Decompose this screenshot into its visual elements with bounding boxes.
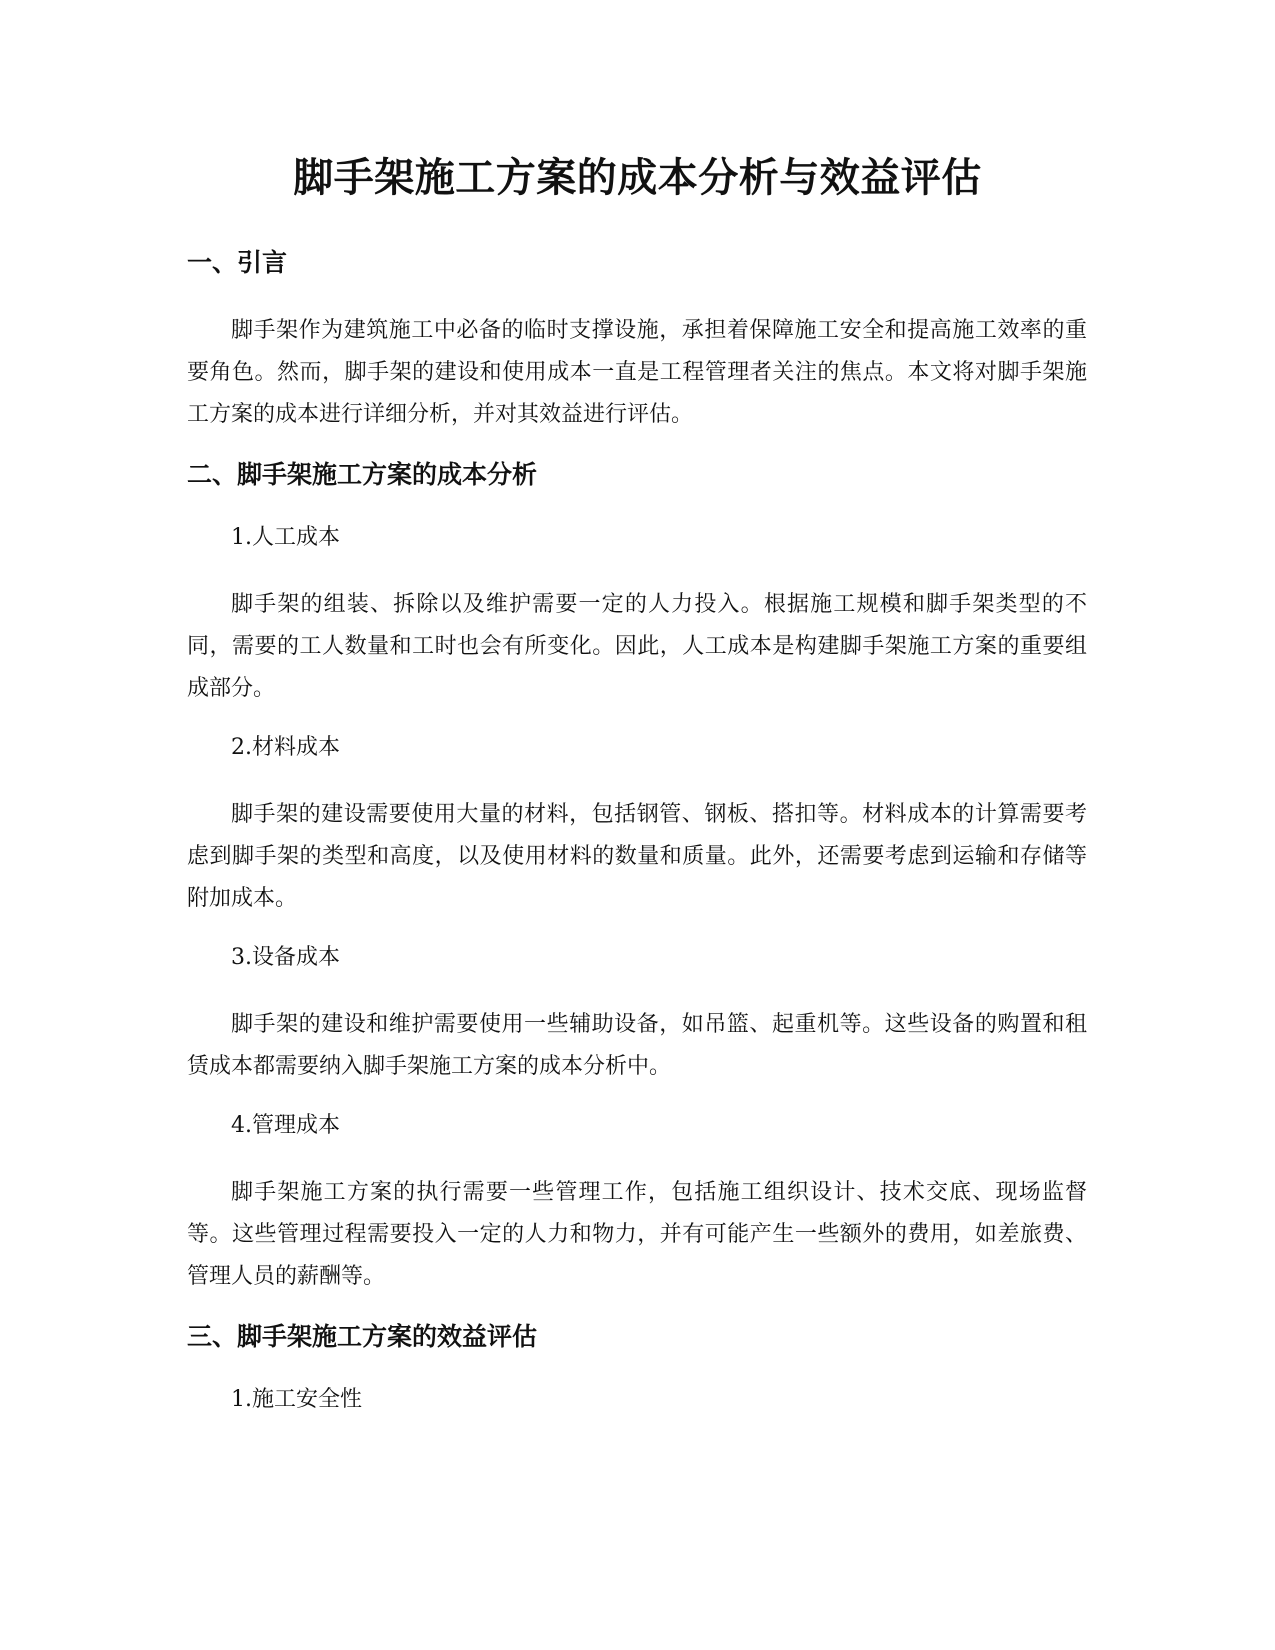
- document-body: [187, 246, 1087, 1446]
- item-label-construction-safety: 1.施工安全性: [231, 1387, 362, 1412]
- document-title: 脚手架施工方案的成本分析与效益评估: [293, 155, 982, 201]
- section-heading-intro: 一、引言: [187, 248, 288, 277]
- section-heading-benefit-evaluation: 三、脚手架施工方案的效益评估: [187, 1322, 538, 1351]
- item-text-material-cost: 脚手架的建设需要使用大量的材料，包括钢管、钢板、搭扣等。材料成本的计算需要考虑到脚手架的类型和高度，以及使用材料的数量和质量。此外，还需要考虑到运输和存储等附加成本。: [187, 802, 1087, 911]
- section-heading-cost-analysis: 二、脚手架施工方案的成本分析: [187, 460, 538, 489]
- item-label-management-cost: 4.管理成本: [231, 1113, 340, 1138]
- intro-paragraph: 脚手架作为建筑施工中必备的临时支撑设施，承担着保障施工安全和提高施工效率的重要角色。然而，脚手架的建设和使用成本一直是工程管理者关注的焦点。本文将对脚手架施工方案的成本进行详细分析，并对其效益进行评估。: [187, 318, 1087, 427]
- item-label-equipment-cost: 3.设备成本: [231, 945, 340, 970]
- item-text-management-cost: 脚手架施工方案的执行需要一些管理工作，包括施工组织设计、技术交底、现场监督等。这些管理过程需要投入一定的人力和物力，并有可能产生一些额外的费用，如差旅费、管理人员的薪酬等。: [187, 1180, 1087, 1289]
- item-label-labor-cost: 1.人工成本: [231, 525, 340, 550]
- item-text-labor-cost: 脚手架的组装、拆除以及维护需要一定的人力投入。根据施工规模和脚手架类型的不同，需要的工人数量和工时也会有所变化。因此，人工成本是构建脚手架施工方案的重要组成部分。: [187, 592, 1087, 701]
- item-label-material-cost: 2.材料成本: [231, 735, 340, 760]
- item-text-equipment-cost: 脚手架的建设和维护需要使用一些辅助设备，如吊篮、起重机等。这些设备的购置和租赁成本都需要纳入脚手架施工方案的成本分析中。: [187, 1012, 1087, 1079]
